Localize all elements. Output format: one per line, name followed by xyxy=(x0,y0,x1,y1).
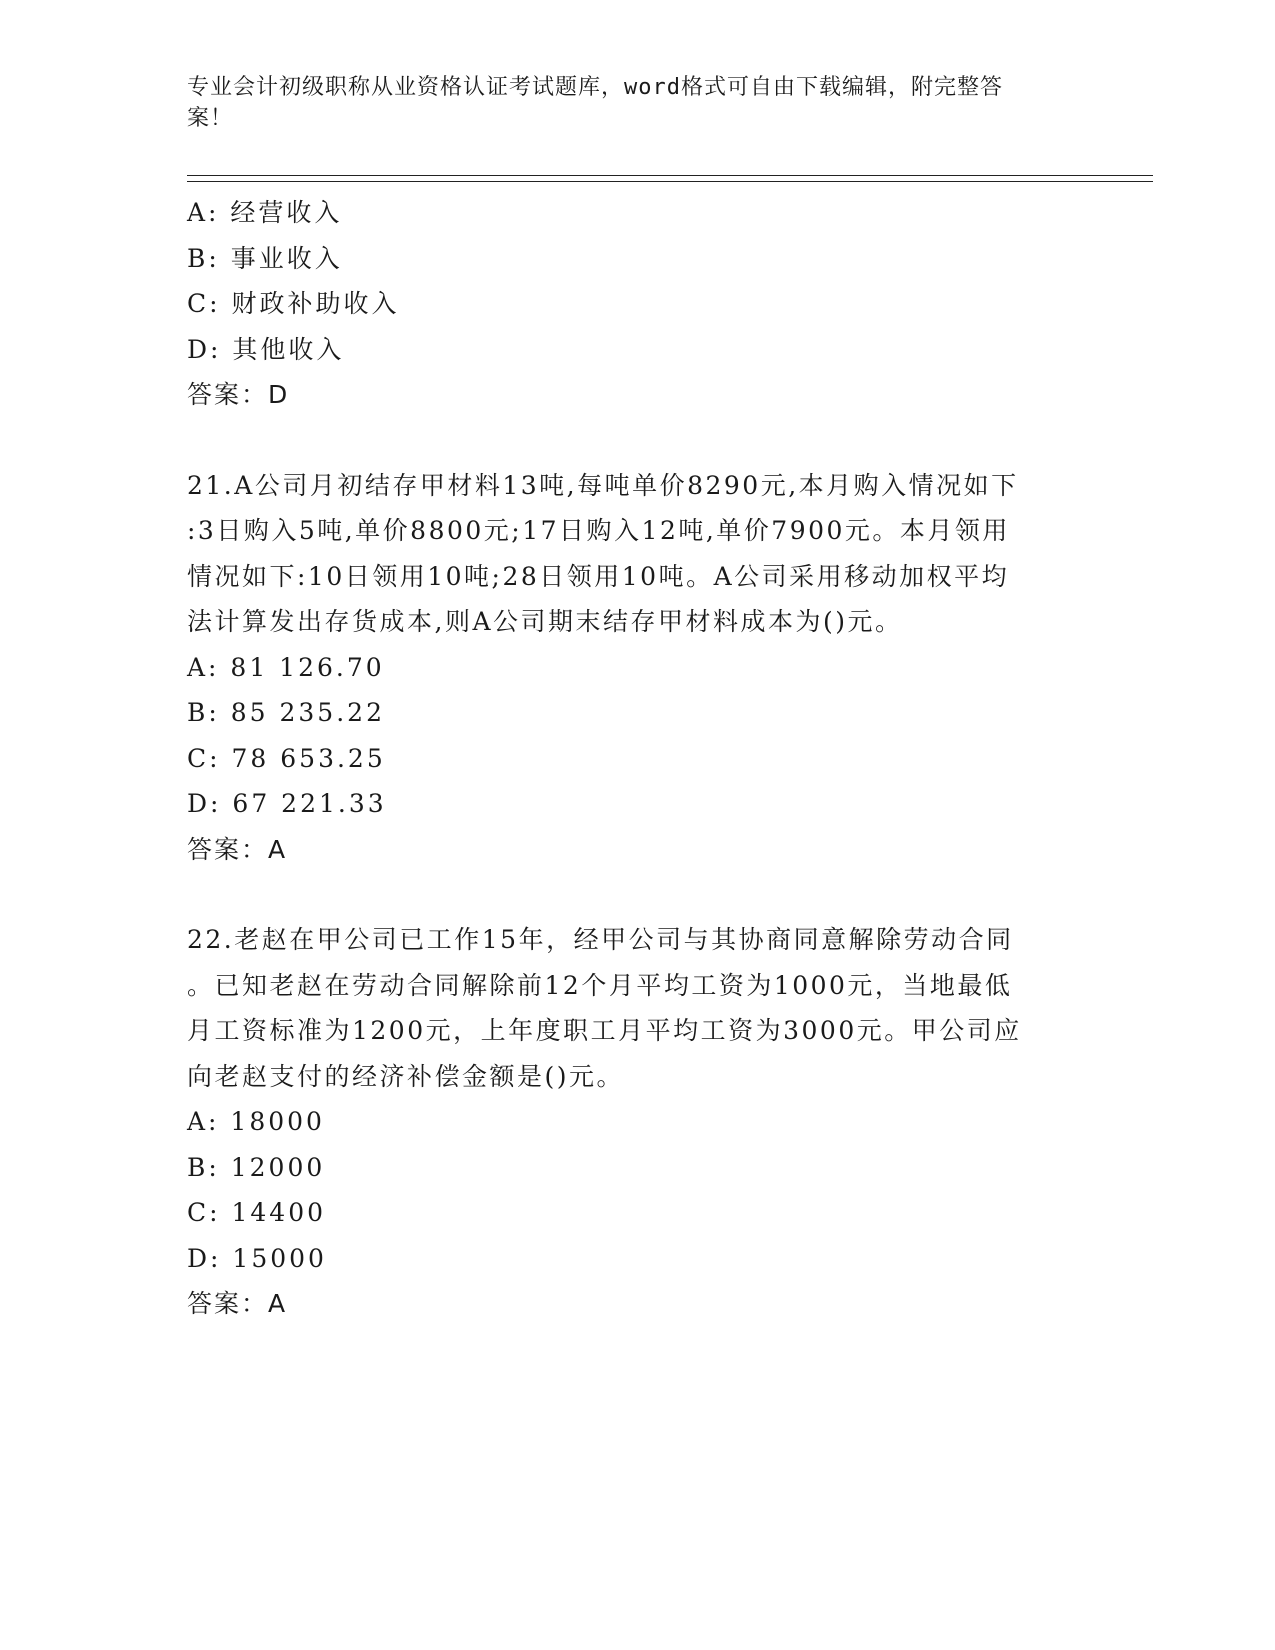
header-rule-bottom xyxy=(187,181,1153,182)
question-text-line: 22.老赵在甲公司已工作15年，经甲公司与其协商同意解除劳动合同 xyxy=(187,925,1014,954)
question-20-partial xyxy=(187,190,1087,418)
answer-line: 答案：A xyxy=(187,1289,288,1318)
question-text-line: 向老赵支付的经济补偿金额是()元。 xyxy=(187,1061,625,1091)
option-c: C: 财政补助收入 xyxy=(187,289,400,318)
option-b: B: 12000 xyxy=(187,1152,326,1182)
spacer xyxy=(187,418,1087,463)
document-body xyxy=(187,190,1087,1327)
option-a: A: 18000 xyxy=(187,1107,325,1136)
option-c: C: 78 653.25 xyxy=(187,743,386,773)
document-header xyxy=(187,72,1067,134)
question-text-line: 情况如下:10日领用10吨;28日领用10吨。A公司采用移动加权平均 xyxy=(187,561,1010,591)
option-a: A: 经营收入 xyxy=(187,198,343,227)
option-b: B: 85 235.22 xyxy=(187,698,385,727)
question-text-line: :3日购入5吨,单价8800元;17日购入12吨,单价7900元。本月领用 xyxy=(187,516,1010,545)
option-d: D: 其他收入 xyxy=(187,334,345,364)
question-21 xyxy=(187,463,1087,873)
question-text-line: 月工资标准为1200元，上年度职工月平均工资为3000元。甲公司应 xyxy=(187,1016,1022,1045)
question-22 xyxy=(187,917,1087,1327)
spacer xyxy=(187,872,1087,917)
header-rule-top xyxy=(187,175,1153,176)
option-a: A: 81 126.70 xyxy=(187,652,385,682)
answer-line: 答案：D xyxy=(187,380,290,409)
header-line-1: 专业会计初级职称从业资格认证考试题库，word格式可自由下载编辑，附完整答 xyxy=(187,75,1003,100)
option-c: C: 14400 xyxy=(187,1198,327,1227)
option-b: B: 事业收入 xyxy=(187,243,343,273)
option-d: D: 15000 xyxy=(187,1243,327,1273)
answer-line: 答案：A xyxy=(187,834,288,864)
question-text-line: 法计算发出存货成本,则A公司期末结存甲材料成本为()元。 xyxy=(187,607,903,636)
header-line-2: 案！ xyxy=(187,106,234,131)
option-d: D: 67 221.33 xyxy=(187,789,387,818)
question-text-line: 21.A公司月初结存甲材料13吨,每吨单价8290元,本月购入情况如下 xyxy=(187,470,1019,500)
question-text-line: 。已知老赵在劳动合同解除前12个月平均工资为1000元，当地最低 xyxy=(187,970,1013,1000)
